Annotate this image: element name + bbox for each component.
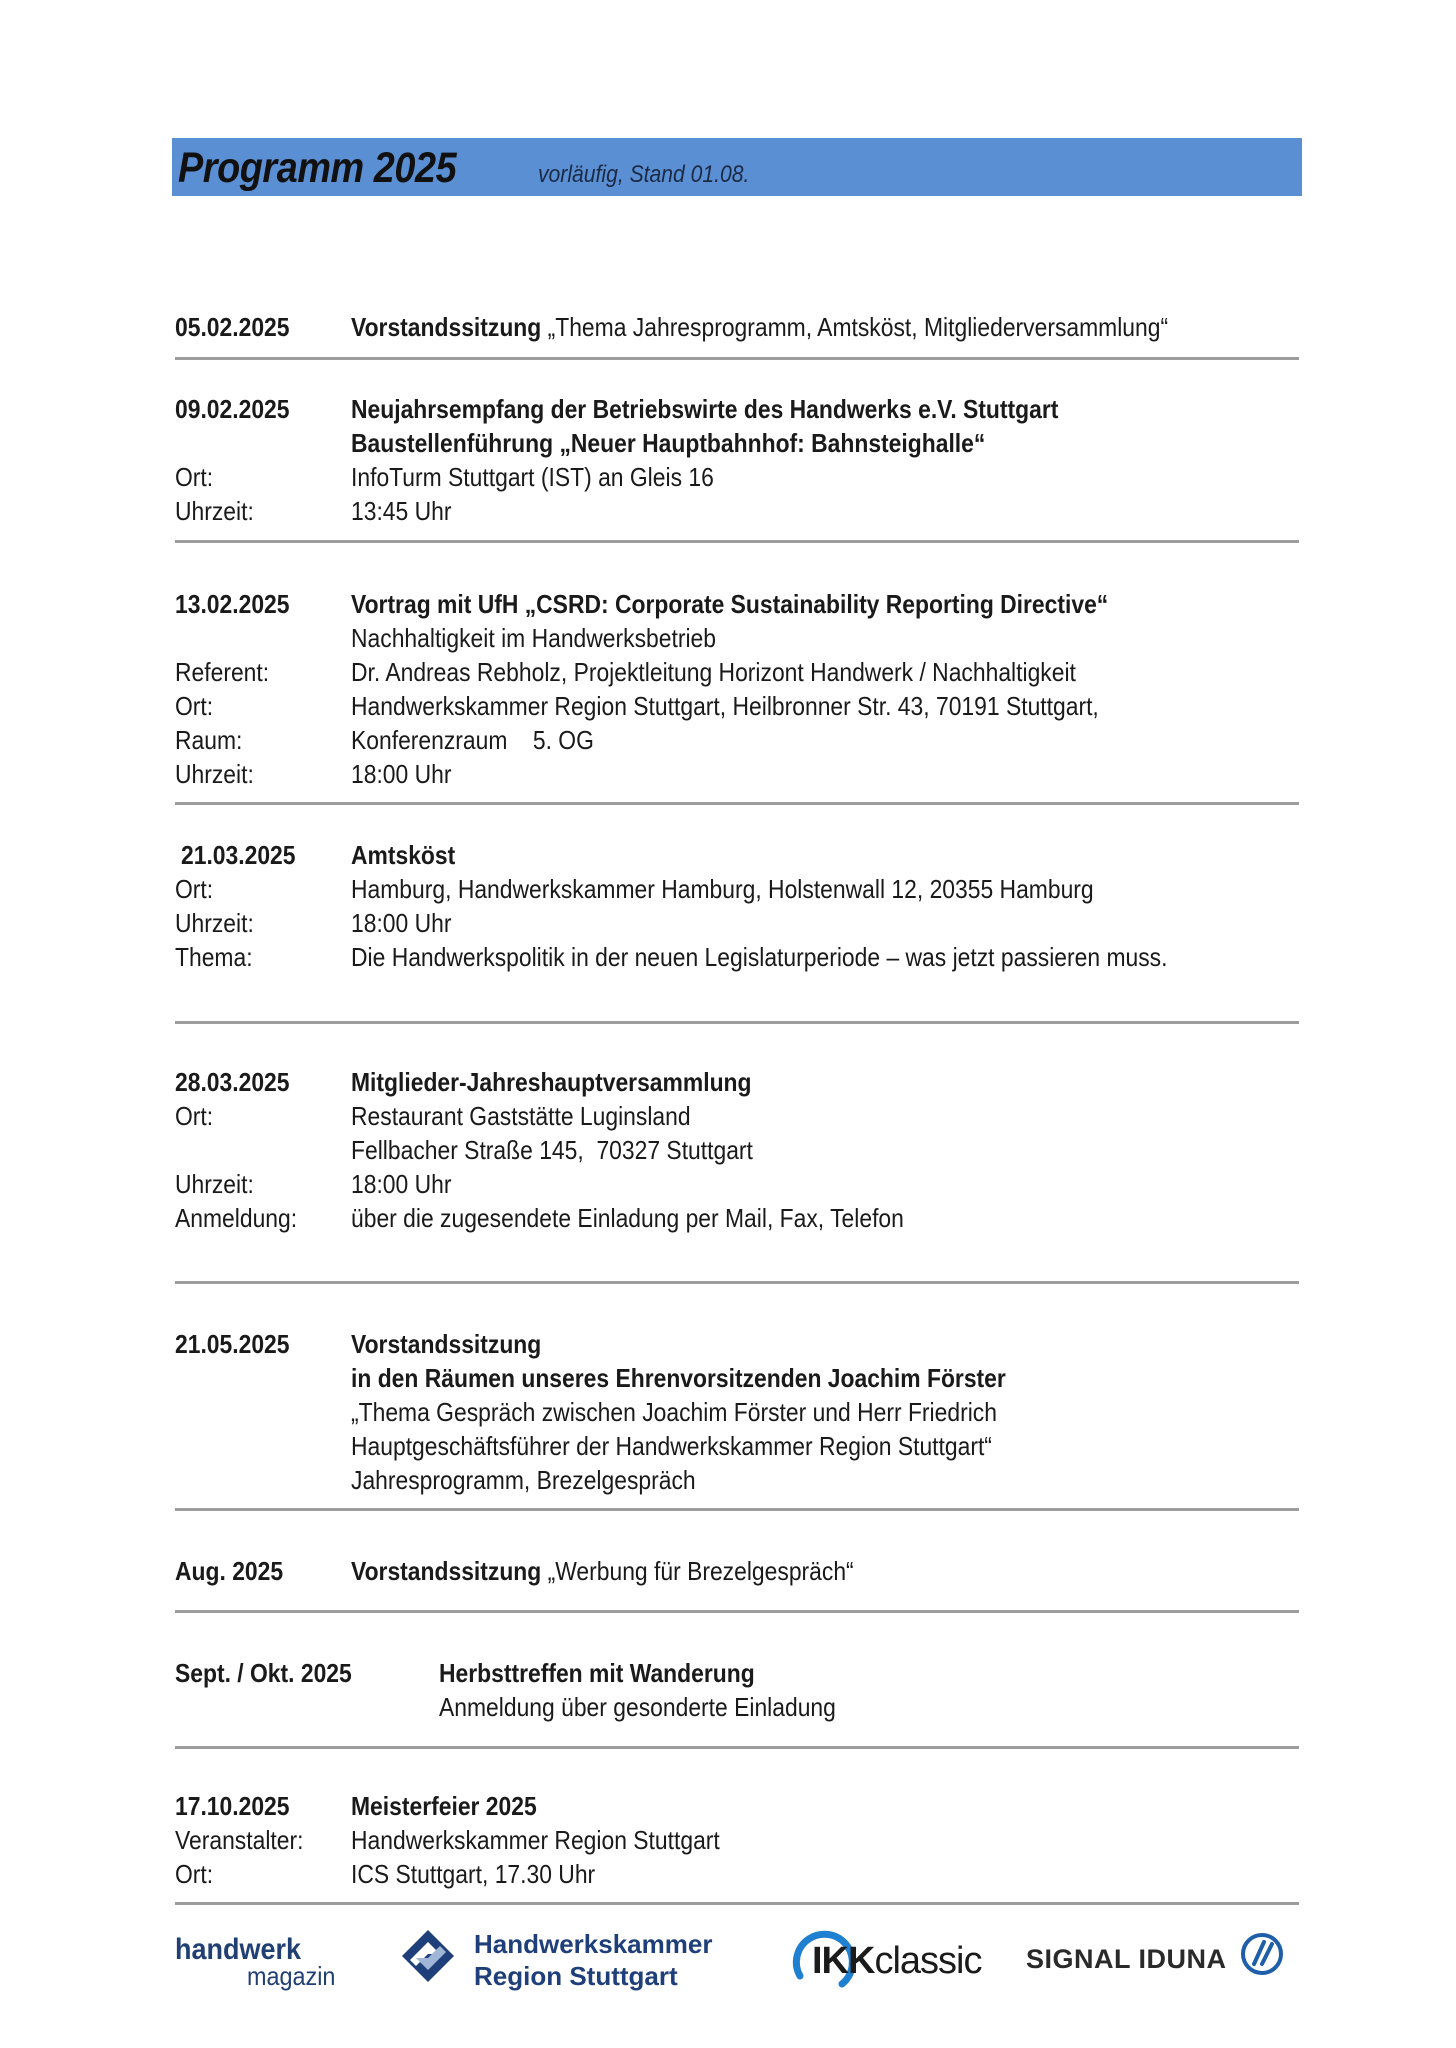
logo-text: Handwerkskammer [474, 1929, 713, 1959]
logo-text-rest: classic [874, 1940, 982, 1982]
raum-label: Raum: [175, 725, 243, 755]
event-topic-line: Jahresprogramm, Brezelgespräch [351, 1465, 696, 1495]
uhrzeit-label: Uhrzeit: [175, 759, 254, 789]
thema-value: Die Handwerkspolitik in der neuen Legislaturperiode – was jetzt passieren muss. [351, 942, 1168, 972]
event-title [351, 310, 1168, 344]
event-title [351, 1554, 854, 1588]
signal-iduna-emblem-icon [1240, 1932, 1284, 1976]
uhrzeit-value: 18:00 Uhr [351, 1169, 452, 1199]
logo-text: handwerk [175, 1933, 302, 1966]
event-title: Vortrag mit UfH „CSRD: Corporate Sustainability Reporting Directive“ [351, 589, 1109, 619]
logo-text: SIGNAL IDUNA [1026, 1944, 1227, 1974]
uhrzeit-value: 18:00 Uhr [351, 759, 452, 789]
uhrzeit-label: Uhrzeit: [175, 496, 254, 526]
event-date: Aug. 2025 [175, 1556, 284, 1586]
ort-label: Ort: [175, 691, 214, 721]
ort-value: InfoTurm Stuttgart (IST) an Gleis 16 [351, 462, 714, 492]
veranstalter-value: Handwerkskammer Region Stuttgart [351, 1825, 720, 1855]
separator [175, 1021, 1299, 1024]
event-date: 09.02.2025 [175, 394, 290, 424]
ort-value: ICS Stuttgart, 17.30 Uhr [351, 1859, 596, 1889]
thema-label: Thema: [175, 942, 253, 972]
ort-label: Ort: [175, 462, 214, 492]
event-title: Mitglieder-Jahreshauptversammlung [351, 1067, 752, 1097]
uhrzeit-value: 18:00 Uhr [351, 908, 452, 938]
separator [175, 1281, 1299, 1284]
event-date: Sept. / Okt. 2025 [175, 1658, 352, 1688]
ort-value: Restaurant Gaststätte Luginsland [351, 1101, 691, 1131]
referent-value: Dr. Andreas Rebholz, Projektleitung Horizont Handwerk / Nachhaltigkeit [351, 657, 1076, 687]
event-subtitle: Nachhaltigkeit im Handwerksbetrieb [351, 623, 716, 653]
separator [175, 1746, 1299, 1749]
logo-text-bold: IKK [812, 1940, 875, 1982]
logo-text [812, 1940, 981, 1983]
event-title: Meisterfeier 2025 [351, 1791, 537, 1821]
event-topic-line: Hauptgeschäftsführer der Handwerkskammer Region Stuttgart“ [351, 1431, 992, 1461]
event-subtitle: Anmeldung über gesonderte Einladung [439, 1692, 836, 1722]
ort-address: Fellbacher Straße 145, 70327 Stuttgart [351, 1135, 753, 1165]
event-subtitle: Baustellenführung „Neuer Hauptbahnhof: Bahnsteighalle“ [351, 428, 986, 458]
separator [175, 1902, 1299, 1905]
event-title: Herbsttreffen mit Wanderung [439, 1658, 755, 1688]
event-date: 21.05.2025 [175, 1329, 290, 1359]
program-header [172, 138, 1302, 196]
ort-label: Ort: [175, 1101, 214, 1131]
ort-label: Ort: [175, 1859, 214, 1889]
separator [175, 540, 1299, 543]
anmeldung-value: über die zugesendete Einladung per Mail, Fax, Telefon [351, 1203, 904, 1233]
handwerk-magazin-logo [175, 1933, 345, 1991]
event-title: Amtsköst [351, 840, 456, 870]
raum-value: Konferenzraum 5. OG [351, 725, 594, 755]
logo-text: magazin [247, 1961, 336, 1991]
sponsor-logos [0, 1908, 1456, 1998]
separator [175, 357, 1299, 360]
event-title: Neujahrsempfang der Betriebswirte des Handwerks e.V. Stuttgart [351, 394, 1059, 424]
separator [175, 802, 1299, 805]
program-status: vorläufig, Stand 01.08. [538, 161, 750, 188]
event-date: 13.02.2025 [175, 589, 290, 619]
event-date: 21.03.2025 [181, 840, 296, 870]
ort-value: Handwerkskammer Region Stuttgart, Heilbronner Str. 43, 70191 Stuttgart, [351, 691, 1099, 721]
uhrzeit-label: Uhrzeit: [175, 908, 254, 938]
event-title-rest: „Werbung für Brezelgespräch“ [541, 1556, 854, 1586]
event-date: 28.03.2025 [175, 1067, 290, 1097]
separator [175, 1508, 1299, 1511]
event-title-rest: „Thema Jahresprogramm, Amtsköst, Mitgliederversammlung“ [541, 312, 1169, 342]
separator [175, 1610, 1299, 1613]
event-topic-line: „Thema Gespräch zwischen Joachim Förster und Herr Friedrich [351, 1397, 997, 1427]
logo-text: Region Stuttgart [474, 1961, 678, 1991]
program-title: Programm 2025 [178, 144, 457, 192]
handwerkskammer-emblem-icon [400, 1928, 456, 1984]
event-date: 05.02.2025 [175, 312, 290, 342]
event-title-bold: Vorstandssitzung [351, 1556, 542, 1586]
ort-value: Hamburg, Handwerkskammer Hamburg, Holstenwall 12, 20355 Hamburg [351, 874, 1094, 904]
referent-label: Referent: [175, 657, 270, 687]
anmeldung-label: Anmeldung: [175, 1203, 298, 1233]
event-title: Vorstandssitzung [351, 1329, 542, 1359]
event-subtitle: in den Räumen unseres Ehrenvorsitzenden Joachim Förster [351, 1363, 1006, 1393]
uhrzeit-value: 13:45 Uhr [351, 496, 452, 526]
uhrzeit-label: Uhrzeit: [175, 1169, 254, 1199]
event-date: 17.10.2025 [175, 1791, 290, 1821]
event-title-bold: Vorstandssitzung [351, 312, 542, 342]
veranstalter-label: Veranstalter: [175, 1825, 304, 1855]
ort-label: Ort: [175, 874, 214, 904]
